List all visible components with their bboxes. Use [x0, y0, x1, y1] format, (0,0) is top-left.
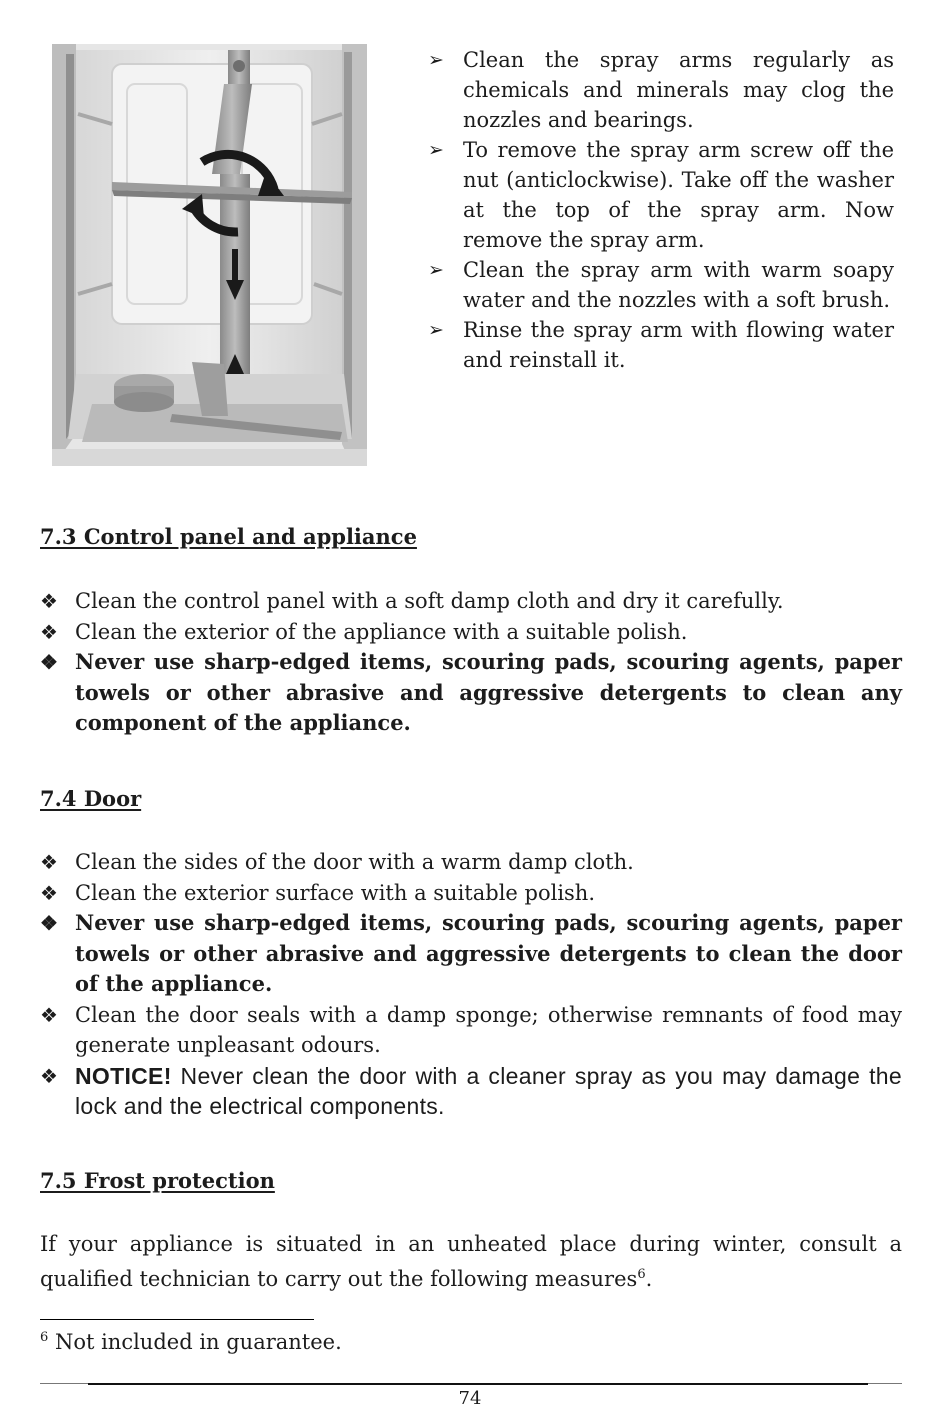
- footer-divider-accent: [88, 1383, 868, 1385]
- frost-protection-paragraph: If your appliance is situated in an unheated place during winter, consult a qualified technician to carry out the following measures$^6$.: [40, 1232, 902, 1291]
- spray-arm-illustration: [52, 44, 367, 466]
- footnote-divider: [40, 1319, 314, 1320]
- footnote: $^6$ Not included in guarantee.: [40, 1330, 342, 1354]
- list-item: ❖ Clean the sides of the door with a warm damp cloth.: [40, 847, 902, 878]
- list-item: ❖ Clean the door seals with a damp sponge; otherwise remnants of food may generate unpleasant odours.: [40, 1000, 902, 1061]
- diamond-bullet-icon: ❖: [40, 1002, 58, 1027]
- footnote-number: 6: [40, 1330, 49, 1345]
- control-panel-instructions: [40, 586, 902, 739]
- diamond-bullet-icon: ❖: [40, 619, 58, 644]
- spray-arm-instructions: [428, 45, 894, 375]
- list-item: ➢ To remove the spray arm screw off the nut (anticlockwise). Take off the washer at the top of the spray arm. Now remove the spray arm.: [428, 135, 894, 255]
- diamond-bullet-icon: ❖: [40, 650, 58, 674]
- diamond-bullet-icon: ❖: [40, 850, 58, 874]
- diamond-bullet-icon: ❖: [40, 1063, 59, 1088]
- door-instructions: [40, 847, 902, 1122]
- diamond-bullet-icon: ❖: [40, 911, 58, 935]
- list-item: ❖ Clean the exterior of the appliance with a suitable polish.: [40, 617, 902, 648]
- page-number: 74: [458, 1388, 482, 1409]
- warning-item: ❖ Never use sharp-edged items, scouring pads, scouring agents, paper towels or other abrasive and aggressive detergents to clean the door of the appliance.: [40, 910, 902, 996]
- list-item: ➢ Rinse the spray arm with flowing water and reinstall it.: [428, 315, 894, 375]
- section-heading-frost-protection: 7.5 Frost protection: [40, 1168, 275, 1193]
- warning-item: ❖ Never use sharp-edged items, scouring pads, scouring agents, paper towels or other abrasive and aggressive detergents to clean any component of the appliance.: [40, 649, 902, 735]
- list-item: ➢ Clean the spray arms regularly as chemicals and minerals may clog the nozzles and bearings.: [428, 45, 894, 135]
- diamond-bullet-icon: ❖: [40, 589, 58, 613]
- arrow-bullet-icon: ➢: [428, 139, 444, 161]
- notice-item: ❖ NOTICE! Never clean the door with a cleaner spray as you may damage the lock and the electrical components.: [40, 1062, 902, 1119]
- footnote-reference: 6: [637, 1266, 646, 1282]
- notice-label: NOTICE!: [75, 1062, 172, 1089]
- list-item: ➢ Clean the spray arm with warm soapy water and the nozzles with a soft brush.: [428, 255, 894, 315]
- section-heading-door: 7.4 Door: [40, 786, 142, 811]
- section-heading-control-panel: 7.3 Control panel and appliance: [40, 524, 417, 549]
- list-item: ❖ Clean the exterior surface with a suitable polish.: [40, 878, 902, 909]
- arrow-bullet-icon: ➢: [428, 259, 444, 281]
- list-item: ❖ Clean the control panel with a soft damp cloth and dry it carefully.: [40, 586, 902, 617]
- arrow-bullet-icon: ➢: [428, 319, 444, 341]
- diamond-bullet-icon: ❖: [40, 880, 58, 905]
- arrow-bullet-icon: ➢: [428, 49, 444, 71]
